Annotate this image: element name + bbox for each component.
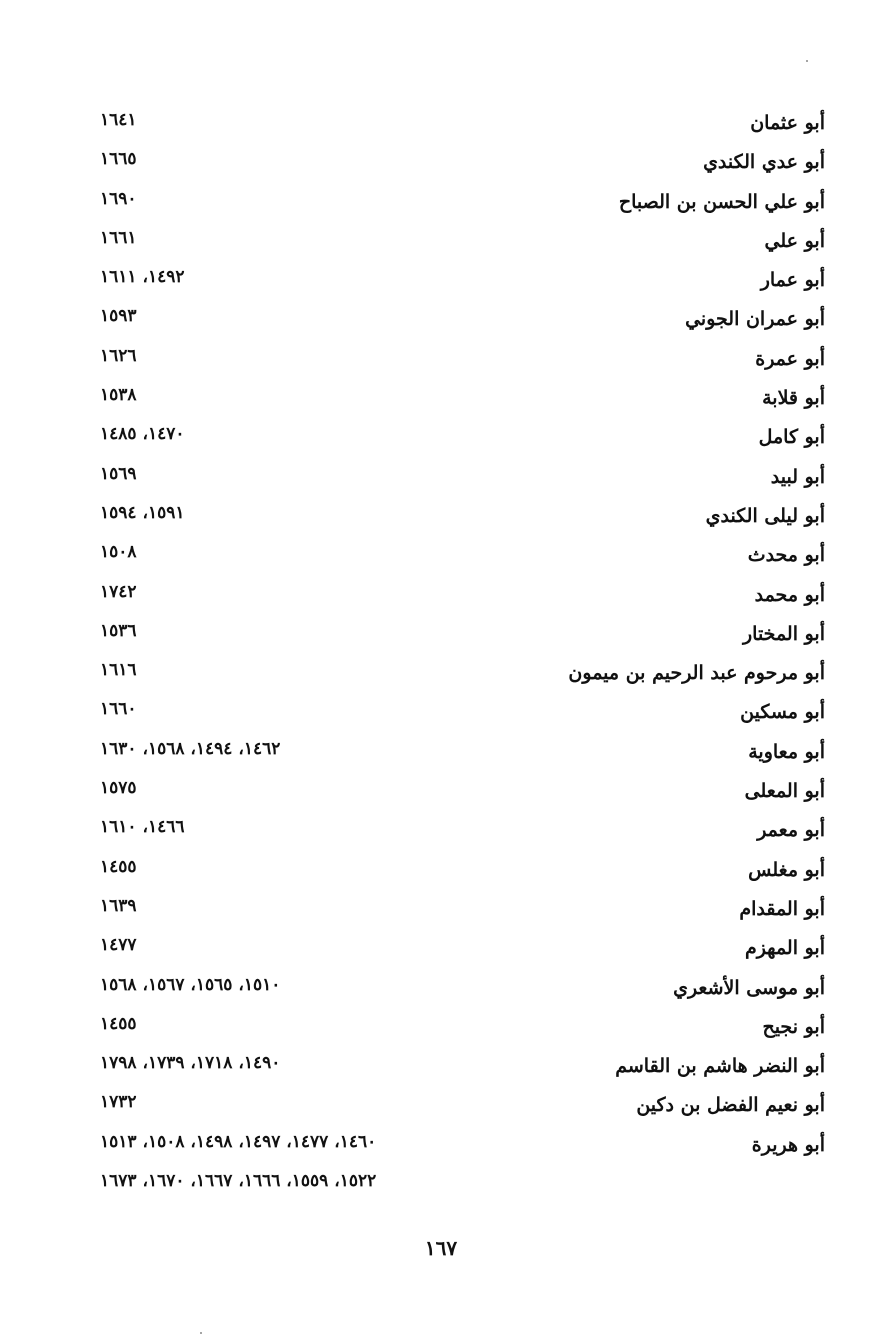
entry-name: أبو معمر [757,819,825,842]
entry-name: أبو مرحوم عبد الرحيم بن ميمون [568,662,825,685]
entry-refs: ١٤٦٠، ١٤٧٧، ١٤٩٧، ١٤٩٨، ١٥٠٨، ١٥١٣ [100,1131,377,1152]
entry-name: أبو هريرة [751,1133,825,1156]
entry-refs: ١٤٦٢، ١٤٩٤، ١٥٦٨، ١٦٣٠ [100,738,281,759]
entry-refs: ١٤٧٠، ١٤٨٥ [100,424,185,445]
entry-refs: ١٦٦٠ [100,699,137,720]
entry-refs: ١٥٦٩ [100,463,137,484]
index-entry [100,892,825,931]
index-entry [100,342,825,381]
entry-name: أبو قلابة [762,387,825,410]
entry-name: أبو علي الحسن بن الصباح [618,190,825,213]
index-entry [100,853,825,892]
index-entry [100,774,825,813]
index-entry [100,1010,825,1049]
index-entry [100,420,825,459]
entry-refs: ١٥٢٢، ١٥٥٩، ١٦٦٦، ١٦٦٧، ١٦٧٠، ١٦٧٣ [100,1171,377,1192]
entry-name: أبو نعيم الفضل بن دكين [636,1094,825,1117]
entry-name: أبو المقدام [739,897,825,920]
entry-refs: ١٥٩١، ١٥٩٤ [100,502,185,523]
entry-refs: ١٦٢٦ [100,345,137,366]
entry-refs: ١٥١٠، ١٥٦٥، ١٥٦٧، ١٥٦٨ [100,974,281,995]
entry-name: أبو موسى الأشعري [673,976,825,999]
scan-speck [806,60,808,62]
entry-name: أبو ليلى الكندي [705,504,825,527]
index-entry [100,224,825,263]
index-entry [100,538,825,577]
entry-name: أبو النضر هاشم بن القاسم [615,1055,825,1078]
entry-name: أبو مسكين [740,701,825,724]
index-entry [100,578,825,617]
index-entry [100,931,825,970]
entry-name: أبو المهزم [744,937,825,960]
index-entry [100,971,825,1010]
index-entry [100,381,825,420]
entry-refs: ١٦٣٩ [100,895,137,916]
entry-name: أبو معاوية [748,740,825,763]
entry-refs: ١٤٧٧ [100,935,137,956]
entry-refs: ١٥٩٣ [100,306,137,327]
page-number: ١٦٧ [424,1236,458,1260]
entry-name: أبو عمار [760,269,825,292]
entry-refs: ١٦٤١ [100,110,137,130]
entry-refs: ١٦٩٠ [100,188,137,209]
index-entry [100,499,825,538]
entry-name: أبو عدي الكندي [703,151,825,174]
entry-name: أبو محمد [754,583,825,606]
index-entry [100,617,825,656]
entry-name: أبو عثمان [750,112,825,134]
entry-name: أبو المعلى [744,780,825,803]
entry-name: أبو كامل [758,426,825,449]
entry-refs: ١٦١٦ [100,660,137,681]
index-entry [100,1088,825,1127]
entry-refs: ١٧٤٢ [100,581,137,602]
entry-refs: ١٥٣٦ [100,620,137,641]
entry-name: أبو نجيح [762,1015,825,1038]
index-entry [100,1167,825,1206]
entry-refs: ١٤٩٠، ١٧١٨، ١٧٣٩، ١٧٩٨ [100,1053,281,1074]
entry-refs: ١٤٩٢، ١٦١١ [100,267,185,288]
index-entry [100,263,825,302]
index-entry [100,1128,825,1167]
index-list [100,106,825,1206]
index-entry [100,302,825,341]
index-entry [100,813,825,852]
index-entry [100,460,825,499]
index-entry [100,185,825,224]
entry-refs: ١٥٧٥ [100,778,137,799]
entry-refs: ١٦٦٥ [100,149,137,170]
entry-refs: ١٦٦١ [100,227,137,248]
entry-refs: ١٤٥٥ [100,1013,137,1034]
entry-name: أبو المختار [742,622,825,645]
entry-name: أبو لبيد [770,465,825,488]
index-entry [100,1049,825,1088]
entry-name: أبو مغلس [748,858,825,881]
entry-refs: ١٧٣٢ [100,1092,137,1113]
index-entry [100,145,825,184]
entry-refs: ١٤٥٥ [100,856,137,877]
entry-refs: ١٤٦٦، ١٦١٠ [100,817,185,838]
index-entry [100,106,825,145]
entry-refs: ١٥٣٨ [100,385,137,406]
index-entry [100,735,825,774]
entry-name: أبو علي [764,229,825,252]
index-entry [100,695,825,734]
entry-name: أبو عمرة [755,347,825,370]
entry-name: أبو محدث [747,544,825,567]
entry-refs: ١٥٠٨ [100,542,137,563]
index-entry [100,656,825,695]
entry-name: أبو عمران الجوني [685,308,825,331]
scan-speck [200,1332,202,1334]
